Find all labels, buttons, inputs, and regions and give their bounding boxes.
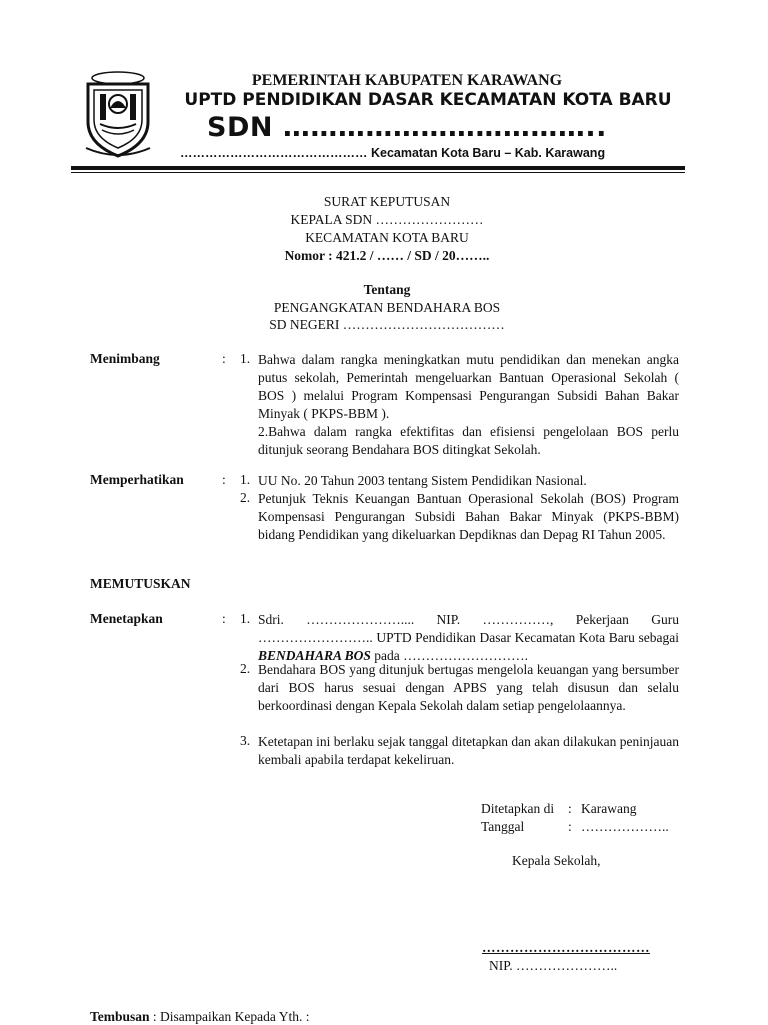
menetapkan-text-1 bbox=[258, 611, 679, 665]
doc-title: SURAT KEPUTUSAN bbox=[323, 194, 451, 209]
menetapkan-colon: : bbox=[222, 611, 226, 626]
tembusan-label: Tembusan bbox=[90, 1009, 150, 1024]
tanggal-value: ……………….. bbox=[581, 819, 669, 834]
signer-position: Kepala Sekolah, bbox=[512, 853, 601, 868]
ditetapkan-colon: : bbox=[568, 801, 572, 816]
header-address: ……………………………………… Kecamatan Kota Baru – Kab. Karawang bbox=[180, 146, 606, 160]
menetapkan-num-3: 3. bbox=[240, 733, 251, 748]
memperhatikan-text-2: Petunjuk Teknis Keuangan Bantuan Operasional Sekolah (BOS) Program Kompensasi Pengurangan Subsidi Bahan Bakar Minyak (PKPS-BBM) bidang Pendidikan yang dikeluarkan Depdiknas dan Depag RI Tahun 2005. bbox=[258, 491, 679, 542]
regency-crest-logo bbox=[80, 70, 156, 160]
tembusan-line bbox=[90, 1009, 310, 1025]
signer-nip: NIP. ………………….. bbox=[489, 958, 618, 973]
bendahara-bos-emphasis: BENDAHARA BOS bbox=[258, 648, 371, 663]
menimbang-label: Menimbang bbox=[90, 351, 160, 366]
header-school-name: SDN …………………………….. bbox=[207, 112, 607, 143]
tanggal-label: Tanggal bbox=[481, 819, 525, 834]
tentang-label: Tentang bbox=[363, 282, 411, 297]
memperhatikan-num-1: 1. bbox=[240, 472, 251, 487]
memperhatikan-label: Memperhatikan bbox=[90, 472, 184, 487]
tanggal-colon: : bbox=[568, 819, 572, 834]
menetapkan-num-2: 2. bbox=[240, 661, 251, 676]
menetapkan-num-1: 1. bbox=[240, 611, 251, 626]
doc-title-issuer: KEPALA SDN …………………… bbox=[290, 212, 484, 227]
ditetapkan-value: Karawang bbox=[581, 801, 637, 816]
ditetapkan-label: Ditetapkan di bbox=[481, 801, 555, 816]
menetapkan-text-2: Bendahara BOS yang ditunjuk bertugas mengelola keuangan yang bersumber dari BOS harus sesuai dengan APBS yang telah disusun dan selalu berkoordinasi dengan Kepala Sekolah dalam setiap pengelolaannya. bbox=[258, 662, 679, 713]
header-divider-thick bbox=[71, 166, 685, 170]
menimbang-text-2: 2.Bahwa dalam rangka efektifitas dan efisiensi pengelolaan BOS perlu ditunjuk seorang Bendahara BOS ditingkat Sekolah. bbox=[258, 424, 679, 457]
header-uptd: UPTD PENDIDIKAN DASAR KECAMATAN KOTA BARU bbox=[184, 90, 672, 110]
memperhatikan-num-2: 2. bbox=[240, 490, 251, 505]
header-divider-thin bbox=[71, 172, 685, 173]
doc-subject: PENGANGKATAN BENDAHARA BOS bbox=[273, 300, 501, 315]
memperhatikan-text-1: UU No. 20 Tahun 2003 tentang Sistem Pendidikan Nasional. bbox=[258, 473, 587, 488]
doc-title-district: KECAMATAN KOTA BARU bbox=[305, 230, 469, 245]
menimbang-num-1: 1. bbox=[240, 351, 251, 366]
menetapkan-text-1-a: Sdri. ………………….... NIP. ……………, Pekerjaan Guru …………………….. UPTD Pendidikan Dasar Kecamatan Kota Baru sebagai bbox=[258, 612, 679, 645]
tembusan-text: : Disampaikan Kepada Yth. : bbox=[149, 1009, 310, 1024]
menimbang-text-1: Bahwa dalam rangka meningkatkan mutu pendidikan dan menekan angka putus sekolah, Pemerintah mengeluarkan Bantuan Operasional Sekolah ( BOS ) melalui Program Kompensasi Pengurangan Subsidi Bahan Bakar Minyak ( PKPS-BBM ). bbox=[258, 352, 679, 421]
memutuskan-heading: MEMUTUSKAN bbox=[90, 576, 191, 591]
memperhatikan-colon: : bbox=[222, 472, 226, 487]
signer-name-line: ……………………………… bbox=[482, 940, 650, 955]
menimbang-colon: : bbox=[222, 351, 226, 366]
header-government: PEMERINTAH KABUPATEN KARAWANG bbox=[251, 72, 563, 89]
doc-subject-school: SD NEGERI ……………………………… bbox=[269, 317, 505, 332]
menetapkan-label: Menetapkan bbox=[90, 611, 163, 626]
doc-number: Nomor : 421.2 / …… / SD / 20…….. bbox=[284, 248, 490, 263]
menetapkan-text-3: Ketetapan ini berlaku sejak tanggal ditetapkan dan akan dilakukan peninjauan kembali apabila terdapat kekeliruan. bbox=[258, 734, 679, 767]
menetapkan-text-1-b: pada ………………………. bbox=[370, 648, 529, 663]
